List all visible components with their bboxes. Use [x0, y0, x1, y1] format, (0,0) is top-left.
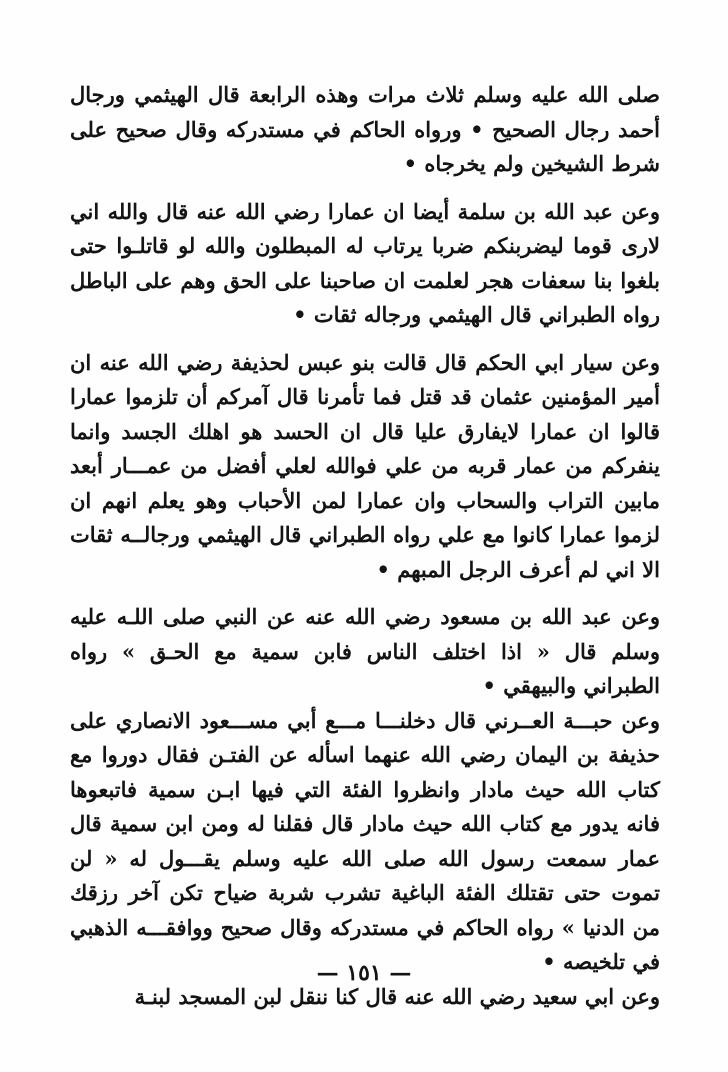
paragraph-5: وعن حبـــة العــرني قال دخلنـــا مـــع أبي مســـعود الانصاري على حذيفة بن اليمان رضي الله عنهما اسأله عن الفتـن فقال دوروا مع كتاب الله حيث مادار وانظروا الفئة التي فيها ابـن سمية فاتبعوها فانه يدور مع كتاب الله حيث مادار قال فقلنا له ومن ابن سمية قال عمار سمعت رسول الله صلى الله عليه وسلم يقـــول له « لن تموت حتى تقتلك الفئة الباغية تشرب شربة ضياح تكن آخر رزقك من الدنيا » رواه الحاكم في مستدركه وقال صحيح ووافقـــه الذهبي في تلخيصه •	[70, 707, 660, 974]
page-number: — ١٥١ —	[316, 960, 412, 986]
paragraph-3: وعن سيار ابي الحكم قال قالت بنو عبس لحذيفة رضي الله عنه ان أمير المؤمنين عثمان قد قتل فما تأمرنا قال آمركم أن تلزموا عمارا قالوا ان عمارا لايفارق عليا قال ان الحسد هو اهلك الجسد وانما ينفركم من عمار قربه من علي فوالله لعلي أفضل من عمـــار أبعد مابين التراب والسحاب وان عمارا لمن الأحباب وهو يعلم انهم ان لزموا عمارا كانوا مع علي رواه الطبراني قال الهيثمي ورجالــه ثقات الا اني لم أعرف الرجل المبهم •	[70, 349, 660, 582]
paragraph-2: وعن عبد الله بن سلمة أيضا ان عمارا رضي الله عنه قال والله اني لارى قوما ليضربنكم ضربا يرتاب له المبطلون والله لو قاتلـوا حتى بلغوا بنا سعفات هجر لعلمت ان صاحبنا على الحق وهم على الباطل رواه الطبراني قال الهيثمي ورجاله ثقات •	[70, 198, 660, 327]
body-text	[70, 78, 660, 1014]
paragraph-1: صلى الله عليه وسلم ثلاث مرات وهذه الرابعة قال الهيثمي ورجال أحمد رجال الصحيح • ورواه الحاكم في مستدركه وقال صحيح على شرط الشيخين ولم يخرجاه •	[70, 82, 660, 176]
paragraph-6: وعن ابي سعيد رضي الله عنه قال كنا ننقل لبن المسجد لبنـة	[134, 983, 660, 1009]
paragraph-4: وعن عبد الله بن مسعود رضي الله عنه عن النبي صلى اللـه عليه وسلم قال « اذا اختلف الناس فابن سمية مع الحـق » رواه الطبراني والبيهقي •	[70, 604, 660, 698]
